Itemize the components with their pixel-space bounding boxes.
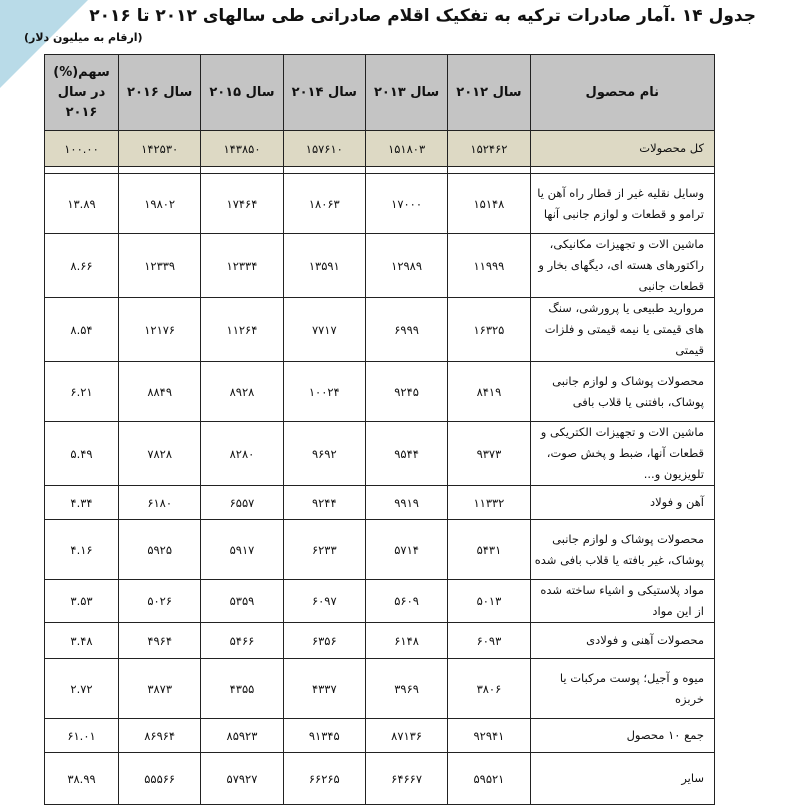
- value-2012-cell: ۹۳۷۳: [448, 422, 530, 486]
- value-2016-cell: ۵۰۲۶: [119, 580, 201, 623]
- value-2015-cell: ۸۲۸۰: [201, 422, 283, 486]
- value-2014-cell: ۱۸۰۶۳: [283, 174, 365, 234]
- value-2015-cell: ۶۵۵۷: [201, 486, 283, 520]
- value-2015-cell: ۱۱۲۶۴: [201, 298, 283, 362]
- unit-note: (ارقام به میلیون دلار): [24, 31, 143, 44]
- table-row: [45, 659, 715, 719]
- value-2015-cell: ۵۹۱۷: [201, 520, 283, 580]
- product-name-cell: مروارید طبیعی یا پرورشی، سنگ های قیمتی یا نیمه قیمتی و فلزات قیمتی: [530, 298, 714, 362]
- spacer-cell: [365, 167, 447, 174]
- spacer-row: [45, 167, 715, 174]
- header-year-2016: سال ۲۰۱۶: [119, 55, 201, 131]
- value-2013-cell: ۹۲۴۵: [365, 362, 447, 422]
- value-2016-cell: ۶۱۸۰: [119, 486, 201, 520]
- share-2016-cell: ۸.۵۴: [45, 298, 119, 362]
- value-2015-cell: ۱۷۴۶۴: [201, 174, 283, 234]
- table-row: [45, 422, 715, 486]
- exports-table: [44, 54, 715, 805]
- value-2016-cell: ۱۴۲۵۳۰: [119, 131, 201, 167]
- value-2013-cell: ۱۲۹۸۹: [365, 234, 447, 298]
- table-row: [45, 234, 715, 298]
- value-2013-cell: ۶۹۹۹: [365, 298, 447, 362]
- value-2016-cell: ۱۲۱۷۶: [119, 298, 201, 362]
- value-2015-cell: ۱۴۳۸۵۰: [201, 131, 283, 167]
- value-2014-cell: ۱۳۵۹۱: [283, 234, 365, 298]
- share-2016-cell: ۳.۵۳: [45, 580, 119, 623]
- value-2013-cell: ۵۶۰۹: [365, 580, 447, 623]
- value-2016-cell: ۸۶۹۶۴: [119, 719, 201, 753]
- value-2016-cell: ۳۸۷۳: [119, 659, 201, 719]
- product-name-cell: محصولات پوشاک و لوازم جانبی پوشاک، بافتنی یا قلاب بافی: [530, 362, 714, 422]
- share-2016-cell: ۶۱.۰۱: [45, 719, 119, 753]
- value-2014-cell: ۱۰۰۲۴: [283, 362, 365, 422]
- value-2016-cell: ۸۸۴۹: [119, 362, 201, 422]
- value-2015-cell: ۸۵۹۲۳: [201, 719, 283, 753]
- value-2016-cell: ۵۹۲۵: [119, 520, 201, 580]
- table-row: [45, 719, 715, 753]
- value-2016-cell: ۷۸۲۸: [119, 422, 201, 486]
- table-row: [45, 298, 715, 362]
- value-2015-cell: ۵۷۹۲۷: [201, 753, 283, 805]
- value-2014-cell: ۱۵۷۶۱۰: [283, 131, 365, 167]
- value-2012-cell: ۱۶۳۲۵: [448, 298, 530, 362]
- header-share-2016: سهم(%) در سال ۲۰۱۶: [45, 55, 119, 131]
- spacer-cell: [283, 167, 365, 174]
- value-2016-cell: ۴۹۶۴: [119, 623, 201, 659]
- value-2014-cell: ۶۶۲۶۵: [283, 753, 365, 805]
- value-2014-cell: ۷۷۱۷: [283, 298, 365, 362]
- share-2016-cell: ۳۸.۹۹: [45, 753, 119, 805]
- value-2014-cell: ۶۰۹۷: [283, 580, 365, 623]
- table-row: [45, 486, 715, 520]
- value-2012-cell: ۵۴۳۱: [448, 520, 530, 580]
- share-2016-cell: ۳.۴۸: [45, 623, 119, 659]
- product-name-cell: آهن و فولاد: [530, 486, 714, 520]
- value-2012-cell: ۶۰۹۳: [448, 623, 530, 659]
- header-year-2013: سال ۲۰۱۳: [365, 55, 447, 131]
- value-2014-cell: ۶۲۳۳: [283, 520, 365, 580]
- value-2015-cell: ۱۲۳۳۴: [201, 234, 283, 298]
- value-2012-cell: ۱۵۱۴۸: [448, 174, 530, 234]
- table-row: [45, 520, 715, 580]
- value-2012-cell: ۳۸۰۶: [448, 659, 530, 719]
- value-2015-cell: ۵۴۶۶: [201, 623, 283, 659]
- table-row: [45, 623, 715, 659]
- value-2012-cell: ۵۹۵۲۱: [448, 753, 530, 805]
- spacer-cell: [530, 167, 714, 174]
- product-name-cell: ماشین الات و تجهیزات الکتریکی و قطعات آنها، ضبط و پخش صوت، تلویزیون و...: [530, 422, 714, 486]
- value-2014-cell: ۹۱۳۴۵: [283, 719, 365, 753]
- product-name-cell: وسایل نقلیه غیر از قطار راه آهن یا ترامو و قطعات و لوازم جانبی آنها: [530, 174, 714, 234]
- value-2013-cell: ۸۷۱۳۶: [365, 719, 447, 753]
- value-2015-cell: ۴۳۵۵: [201, 659, 283, 719]
- table-row: [45, 174, 715, 234]
- share-2016-cell: ۴.۱۶: [45, 520, 119, 580]
- value-2014-cell: ۹۲۴۴: [283, 486, 365, 520]
- value-2012-cell: ۱۱۹۹۹: [448, 234, 530, 298]
- value-2013-cell: ۱۵۱۸۰۳: [365, 131, 447, 167]
- value-2012-cell: ۸۴۱۹: [448, 362, 530, 422]
- header-year-2012: سال ۲۰۱۲: [448, 55, 530, 131]
- value-2014-cell: ۹۶۹۲: [283, 422, 365, 486]
- header-product-name: نام محصول: [530, 55, 714, 131]
- share-2016-cell: ۶.۲۱: [45, 362, 119, 422]
- value-2014-cell: ۴۳۳۷: [283, 659, 365, 719]
- total-row: [45, 131, 715, 167]
- value-2012-cell: ۹۲۹۴۱: [448, 719, 530, 753]
- value-2016-cell: ۵۵۵۶۶: [119, 753, 201, 805]
- value-2013-cell: ۶۴۶۶۷: [365, 753, 447, 805]
- share-2016-cell: ۱۳.۸۹: [45, 174, 119, 234]
- value-2013-cell: ۵۷۱۴: [365, 520, 447, 580]
- value-2013-cell: ۱۷۰۰۰: [365, 174, 447, 234]
- share-2016-cell: ۱۰۰.۰۰: [45, 131, 119, 167]
- value-2012-cell: ۵۰۱۳: [448, 580, 530, 623]
- product-name-cell: محصولات آهنی و فولادی: [530, 623, 714, 659]
- value-2013-cell: ۳۹۶۹: [365, 659, 447, 719]
- table-title: جدول ۱۴ .آمار صادرات ترکیه به تفکیک اقلام صادراتی طی سالهای ۲۰۱۲ تا ۲۰۱۶: [89, 6, 756, 26]
- product-name-cell: محصولات پوشاک و لوازم جانبی پوشاک، غیر بافته یا قلاب بافی شده: [530, 520, 714, 580]
- product-name-cell: ماشین الات و تجهیزات مکانیکی، راکتورهای هسته ای، دیگهای بخار و قطعات جانبی: [530, 234, 714, 298]
- value-2013-cell: ۹۹۱۹: [365, 486, 447, 520]
- product-name-cell: سایر: [530, 753, 714, 805]
- share-2016-cell: ۸.۶۶: [45, 234, 119, 298]
- product-name-cell: جمع ۱۰ محصول: [530, 719, 714, 753]
- table-row: [45, 580, 715, 623]
- product-name-cell: میوه و آجیل؛ پوست مرکبات یا خربزه: [530, 659, 714, 719]
- value-2015-cell: ۵۳۵۹: [201, 580, 283, 623]
- product-name-cell: کل محصولات: [530, 131, 714, 167]
- table-body: [45, 131, 715, 805]
- header-row: [45, 55, 715, 131]
- spacer-cell: [45, 167, 119, 174]
- value-2014-cell: ۶۳۵۶: [283, 623, 365, 659]
- spacer-cell: [119, 167, 201, 174]
- header-year-2014: سال ۲۰۱۴: [283, 55, 365, 131]
- header-year-2015: سال ۲۰۱۵: [201, 55, 283, 131]
- spacer-cell: [201, 167, 283, 174]
- value-2012-cell: ۱۵۲۴۶۲: [448, 131, 530, 167]
- table-row: [45, 753, 715, 805]
- table-row: [45, 362, 715, 422]
- value-2013-cell: ۹۵۴۴: [365, 422, 447, 486]
- value-2016-cell: ۱۲۳۳۹: [119, 234, 201, 298]
- product-name-cell: مواد پلاستیکی و اشیاء ساخته شده از این مواد: [530, 580, 714, 623]
- value-2015-cell: ۸۹۲۸: [201, 362, 283, 422]
- share-2016-cell: ۵.۴۹: [45, 422, 119, 486]
- value-2013-cell: ۶۱۴۸: [365, 623, 447, 659]
- value-2016-cell: ۱۹۸۰۲: [119, 174, 201, 234]
- share-2016-cell: ۴.۳۴: [45, 486, 119, 520]
- spacer-cell: [448, 167, 530, 174]
- value-2012-cell: ۱۱۳۳۲: [448, 486, 530, 520]
- share-2016-cell: ۲.۷۲: [45, 659, 119, 719]
